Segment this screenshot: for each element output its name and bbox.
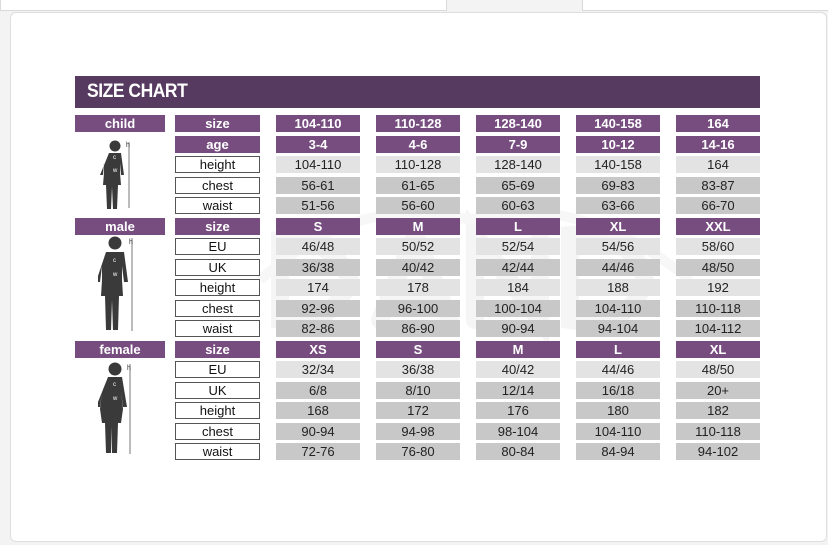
table-cell: 58/60 bbox=[676, 238, 760, 255]
table-cell: 84-94 bbox=[576, 443, 660, 460]
svg-text:w: w bbox=[113, 396, 118, 402]
table-cell: 128-140 bbox=[476, 115, 560, 132]
table-cell: 188 bbox=[576, 279, 660, 296]
table-cell: M bbox=[376, 218, 460, 235]
table-cell: 16/18 bbox=[576, 382, 660, 399]
section-label-female: female bbox=[75, 341, 165, 358]
row-label-chest: chest bbox=[175, 177, 260, 194]
table-cell: 40/42 bbox=[476, 361, 560, 378]
table-cell: S bbox=[376, 341, 460, 358]
table-cell: 140-158 bbox=[576, 156, 660, 173]
top-tab-left bbox=[0, 0, 447, 11]
table-cell: 80-84 bbox=[476, 443, 560, 460]
table-cell: 104-110 bbox=[276, 156, 360, 173]
table-cell: 10-12 bbox=[576, 136, 660, 153]
row-label-uk: UK bbox=[175, 259, 260, 276]
row-label-waist: waist bbox=[175, 197, 260, 214]
table-cell: 76-80 bbox=[376, 443, 460, 460]
table-cell: 36/38 bbox=[276, 259, 360, 276]
table-cell: 82-86 bbox=[276, 320, 360, 337]
table-cell: 164 bbox=[676, 115, 760, 132]
row-label-chest: chest bbox=[175, 423, 260, 440]
table-cell: 40/42 bbox=[376, 259, 460, 276]
table-cell: 104-110 bbox=[576, 423, 660, 440]
table-cell: 50/52 bbox=[376, 238, 460, 255]
row-label-height: height bbox=[175, 156, 260, 173]
table-cell: 104-110 bbox=[576, 300, 660, 317]
row-label-size: size bbox=[175, 115, 260, 132]
title-bar bbox=[75, 76, 760, 108]
table-cell: 184 bbox=[476, 279, 560, 296]
svg-text:w: w bbox=[113, 272, 118, 278]
table-cell: 36/38 bbox=[376, 361, 460, 378]
table-cell: 172 bbox=[376, 402, 460, 419]
table-cell: 54/56 bbox=[576, 238, 660, 255]
table-cell: 69-83 bbox=[576, 177, 660, 194]
row-label-waist: waist bbox=[175, 320, 260, 337]
row-label-age: age bbox=[175, 136, 260, 153]
table-cell: 182 bbox=[676, 402, 760, 419]
table-cell: 44/46 bbox=[576, 361, 660, 378]
table-cell: 51-56 bbox=[276, 197, 360, 214]
table-cell: M bbox=[476, 341, 560, 358]
table-cell: 104-110 bbox=[276, 115, 360, 132]
table-cell: 90-94 bbox=[476, 320, 560, 337]
table-cell: 4-6 bbox=[376, 136, 460, 153]
table-cell: 83-87 bbox=[676, 177, 760, 194]
table-cell: L bbox=[476, 218, 560, 235]
table-cell: 66-70 bbox=[676, 197, 760, 214]
male-figure-icon bbox=[98, 235, 138, 335]
table-cell: 90-94 bbox=[276, 423, 360, 440]
table-cell: 94-102 bbox=[676, 443, 760, 460]
table-cell: 192 bbox=[676, 279, 760, 296]
table-cell: 178 bbox=[376, 279, 460, 296]
top-tab-right bbox=[582, 0, 828, 11]
table-cell: 56-60 bbox=[376, 197, 460, 214]
table-cell: XXL bbox=[676, 218, 760, 235]
table-cell: 42/44 bbox=[476, 259, 560, 276]
table-cell: 110-118 bbox=[676, 423, 760, 440]
table-cell: 104-112 bbox=[676, 320, 760, 337]
table-cell: 7-9 bbox=[476, 136, 560, 153]
svg-text:h: h bbox=[129, 239, 133, 246]
height-marker-label: h bbox=[126, 142, 130, 149]
female-figure-icon bbox=[98, 360, 136, 458]
page-title: SIZE CHART bbox=[87, 81, 188, 102]
row-label-eu: EU bbox=[175, 238, 260, 255]
table-cell: 110-128 bbox=[376, 156, 460, 173]
section-label-child: child bbox=[75, 115, 165, 132]
section-label-male: male bbox=[75, 218, 165, 235]
table-cell: 176 bbox=[476, 402, 560, 419]
table-cell: 61-65 bbox=[376, 177, 460, 194]
table-cell: 86-90 bbox=[376, 320, 460, 337]
table-cell: 46/48 bbox=[276, 238, 360, 255]
svg-text:h: h bbox=[127, 365, 131, 372]
table-cell: 128-140 bbox=[476, 156, 560, 173]
table-cell: 92-96 bbox=[276, 300, 360, 317]
row-label-chest: chest bbox=[175, 300, 260, 317]
table-cell: 94-98 bbox=[376, 423, 460, 440]
child-figure-icon bbox=[100, 138, 134, 212]
table-cell: 6/8 bbox=[276, 382, 360, 399]
table-cell: S bbox=[276, 218, 360, 235]
table-cell: 20+ bbox=[676, 382, 760, 399]
table-cell: 63-66 bbox=[576, 197, 660, 214]
table-cell: 140-158 bbox=[576, 115, 660, 132]
table-cell: 96-100 bbox=[376, 300, 460, 317]
table-cell: 110-118 bbox=[676, 300, 760, 317]
table-cell: XL bbox=[676, 341, 760, 358]
table-cell: L bbox=[576, 341, 660, 358]
svg-text:w: w bbox=[113, 168, 118, 174]
table-cell: 110-128 bbox=[376, 115, 460, 132]
svg-text:c: c bbox=[113, 258, 116, 264]
table-cell: 174 bbox=[276, 279, 360, 296]
row-label-size: size bbox=[175, 218, 260, 235]
table-cell: 32/34 bbox=[276, 361, 360, 378]
table-cell: 98-104 bbox=[476, 423, 560, 440]
table-cell: 52/54 bbox=[476, 238, 560, 255]
table-cell: 44/46 bbox=[576, 259, 660, 276]
row-label-uk: UK bbox=[175, 382, 260, 399]
table-cell: XL bbox=[576, 218, 660, 235]
svg-text:c: c bbox=[113, 382, 116, 388]
row-label-eu: EU bbox=[175, 361, 260, 378]
table-cell: 48/50 bbox=[676, 259, 760, 276]
table-cell: 180 bbox=[576, 402, 660, 419]
row-label-size: size bbox=[175, 341, 260, 358]
table-cell: 14-16 bbox=[676, 136, 760, 153]
row-label-waist: waist bbox=[175, 443, 260, 460]
table-cell: 168 bbox=[276, 402, 360, 419]
table-cell: 8/10 bbox=[376, 382, 460, 399]
table-cell: XS bbox=[276, 341, 360, 358]
table-cell: 56-61 bbox=[276, 177, 360, 194]
row-label-height: height bbox=[175, 279, 260, 296]
table-cell: 94-104 bbox=[576, 320, 660, 337]
table-cell: 12/14 bbox=[476, 382, 560, 399]
svg-text:c: c bbox=[113, 155, 116, 161]
table-cell: 60-63 bbox=[476, 197, 560, 214]
table-cell: 100-104 bbox=[476, 300, 560, 317]
table-cell: 65-69 bbox=[476, 177, 560, 194]
table-cell: 3-4 bbox=[276, 136, 360, 153]
table-cell: 72-76 bbox=[276, 443, 360, 460]
table-cell: 164 bbox=[676, 156, 760, 173]
row-label-height: height bbox=[175, 402, 260, 419]
table-cell: 48/50 bbox=[676, 361, 760, 378]
